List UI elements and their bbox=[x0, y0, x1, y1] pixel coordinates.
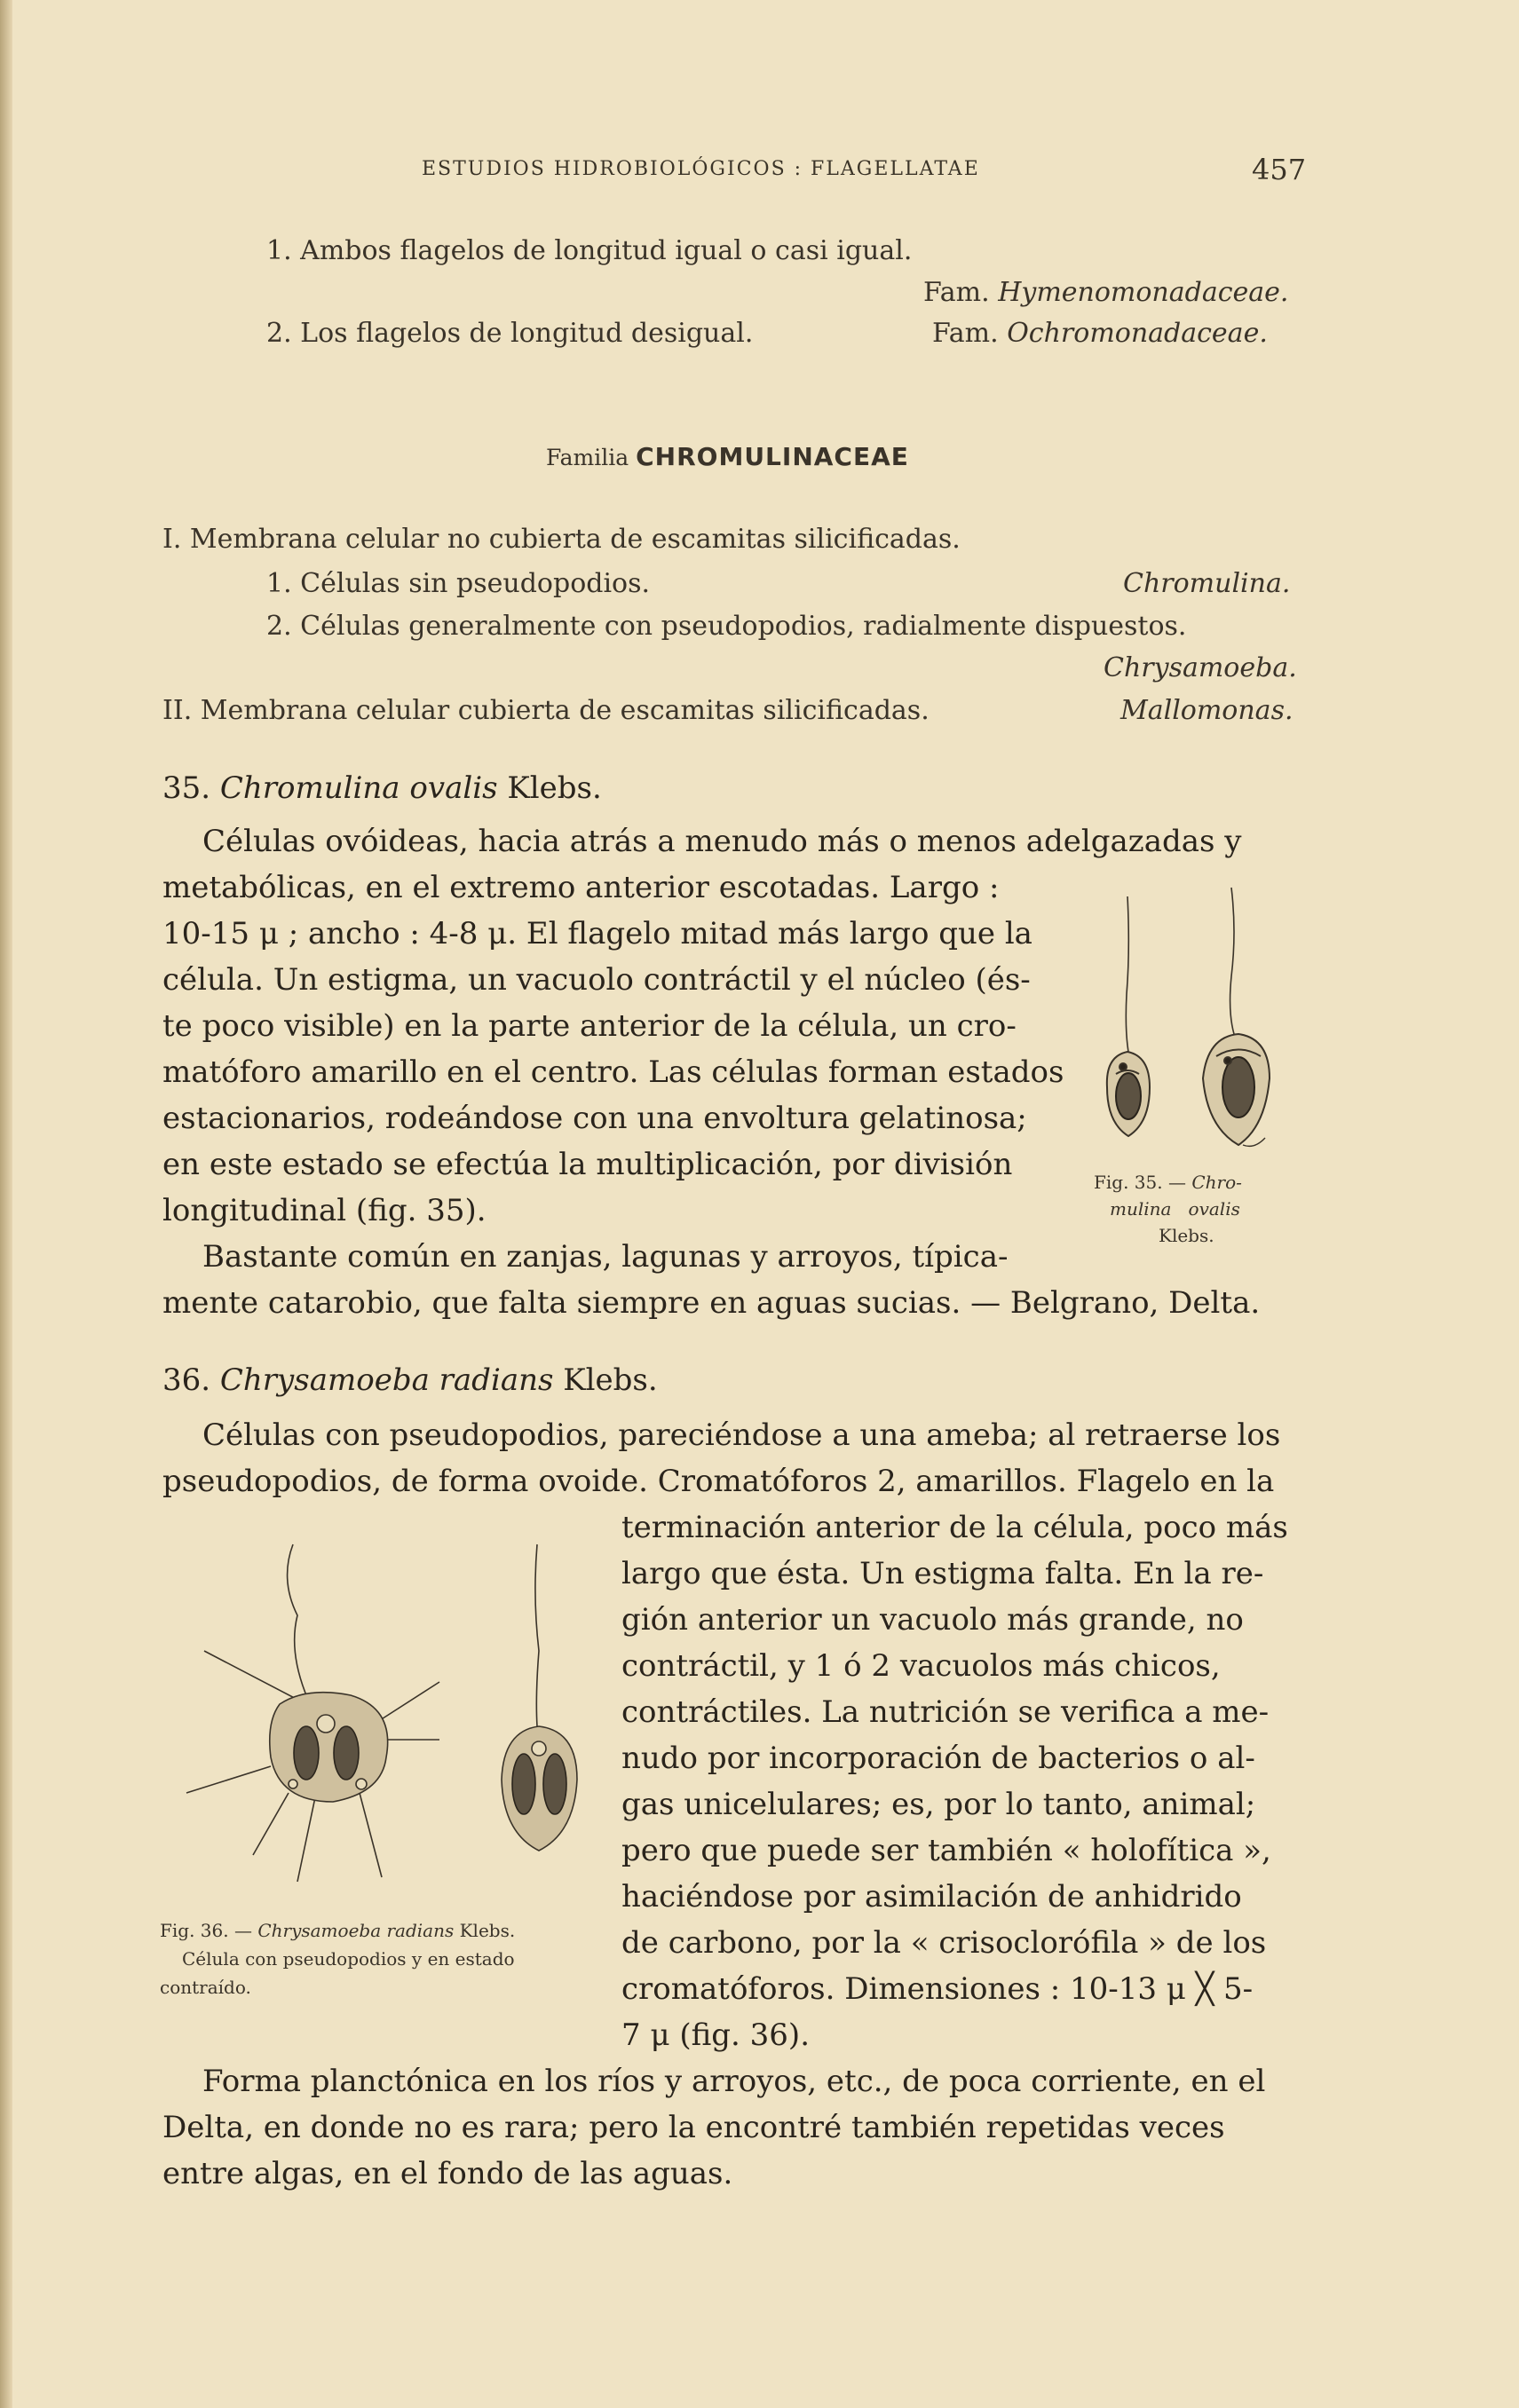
family-heading: Familia CHROMULINACEAE bbox=[546, 442, 909, 471]
figure-36-caption-line-1: Fig. 36. — Chrysamoeba radians Klebs. bbox=[160, 1920, 516, 1941]
key-ii: II. Membrana celular cubierta de escamitas silicificadas. bbox=[162, 695, 930, 726]
figure-35-caption-line-3: Klebs. bbox=[1159, 1225, 1214, 1246]
species-36-title: 36. Chrysamoeba radians Klebs. bbox=[162, 1362, 658, 1398]
figure-35-chromulina-illustration bbox=[1088, 879, 1301, 1163]
species-36-line-2: pseudopodios, de forma ovoide. Cromatóforos 2, amarillos. Flagelo en la bbox=[162, 1464, 1275, 1499]
species-36-wrap-line-5: contráctiles. La nutrición se verifica a me- bbox=[621, 1694, 1270, 1730]
species-35-line-2: metabólicas, en el extremo anterior escotadas. Largo : bbox=[162, 870, 1000, 905]
species-36-final-line-2: Delta, en donde no es rara; pero la encontré también repetidas veces bbox=[162, 2110, 1225, 2145]
species-35-line-4: célula. Un estigma, un vacuolo contráctil y el núcleo (és- bbox=[162, 962, 1031, 998]
figure-36-caption-line-2: Célula con pseudopodios y en estado bbox=[182, 1948, 515, 1970]
species-36-final-line-3: entre algas, en el fondo de las aguas. bbox=[162, 2156, 733, 2191]
species-35-line-11: mente catarobio, que falta siempre en aguas sucias. — Belgrano, Delta. bbox=[162, 1285, 1261, 1321]
species-36-wrap-line-10: de carbono, por la « crisoclorófila » de los bbox=[621, 1925, 1267, 1961]
key-i-1: 1. Células sin pseudopodios. bbox=[266, 568, 651, 599]
species-35-line-6: matóforo amarillo en el centro. Las células forman estados bbox=[162, 1054, 1064, 1090]
species-36-wrap-line-9: haciéndose por asimilación de anhidrido bbox=[621, 1879, 1242, 1915]
species-35-line-3: 10-15 μ ; ancho : 4-8 μ. El flagelo mitad más largo que la bbox=[162, 916, 1032, 951]
species-35-line-10: Bastante común en zanjas, lagunas y arroyos, típica- bbox=[202, 1239, 1009, 1275]
species-35-line-8: en este estado se efectúa la multiplicación, por división bbox=[162, 1147, 1013, 1182]
species-35-line-1: Células ovóideas, hacia atrás a menudo más o menos adelgazadas y bbox=[202, 824, 1242, 859]
figure-36-chrysamoeba-illustration bbox=[173, 1527, 599, 1908]
key-ii-genus: Mallomonas. bbox=[1120, 695, 1294, 726]
species-36-wrap-line-4: contráctil, y 1 ó 2 vacuolos más chicos, bbox=[621, 1648, 1221, 1684]
species-35-line-7: estacionarios, rodeándose con una envoltura gelatinosa; bbox=[162, 1101, 1027, 1136]
key-line-2-family: Fam. Ochromonadaceae. bbox=[932, 318, 1268, 349]
species-36-wrap-line-7: gas unicelulares; es, por lo tanto, animal; bbox=[621, 1787, 1256, 1822]
figure-35-caption-line-1: Fig. 35. — Chro- bbox=[1094, 1172, 1242, 1193]
key-i-1-genus: Chromulina. bbox=[1123, 568, 1291, 599]
key-i-2-genus: Chrysamoeba. bbox=[1104, 652, 1297, 683]
species-36-line-after: 7 μ (fig. 36). bbox=[621, 2017, 811, 2053]
species-36-wrap-line-2: largo que ésta. Un estigma falta. En la re- bbox=[621, 1556, 1264, 1591]
species-36-wrap-line-3: gión anterior un vacuolo más grande, no bbox=[621, 1602, 1244, 1638]
key-line-1-family: Fam. Hymenomonadaceae. bbox=[923, 277, 1289, 308]
species-36-wrap-line-1: terminación anterior de la célula, poco más bbox=[621, 1510, 1288, 1545]
species-35-line-9: longitudinal (fig. 35). bbox=[162, 1193, 487, 1228]
key-i-2: 2. Células generalmente con pseudopodios, radialmente dispuestos. bbox=[266, 611, 1187, 642]
species-36-wrap-line-11: cromatóforos. Dimensiones : 10-13 μ ╳ 5- bbox=[621, 1971, 1254, 2007]
species-36-final-line-1: Forma planctónica en los ríos y arroyos, etc., de poca corriente, en el bbox=[202, 2064, 1266, 2099]
key-line-2: 2. Los flagelos de longitud desigual. bbox=[266, 318, 754, 349]
species-36-line-1: Células con pseudopodios, pareciéndose a una ameba; al retraerse los bbox=[202, 1417, 1281, 1453]
species-35-line-5: te poco visible) en la parte anterior de la célula, un cro- bbox=[162, 1008, 1017, 1044]
running-title: ESTUDIOS HIDROBIOLÓGICOS : FLAGELLATAE bbox=[422, 158, 980, 180]
species-36-wrap-line-6: nudo por incorporación de bacterios o al- bbox=[621, 1741, 1255, 1776]
species-35-title: 35. Chromulina ovalis Klebs. bbox=[162, 770, 602, 806]
page-number: 457 bbox=[1252, 153, 1307, 186]
page-edge bbox=[0, 0, 12, 2408]
species-36-wrap-line-8: pero que puede ser también « holofítica », bbox=[621, 1833, 1271, 1868]
key-i: I. Membrana celular no cubierta de escamitas silicificadas. bbox=[162, 524, 961, 555]
key-line-1: 1. Ambos flagelos de longitud igual o casi igual. bbox=[266, 235, 913, 266]
figure-36-caption-line-3: contraído. bbox=[160, 1977, 251, 1998]
figure-35-caption-line-2: mulina ovalis bbox=[1110, 1198, 1240, 1220]
